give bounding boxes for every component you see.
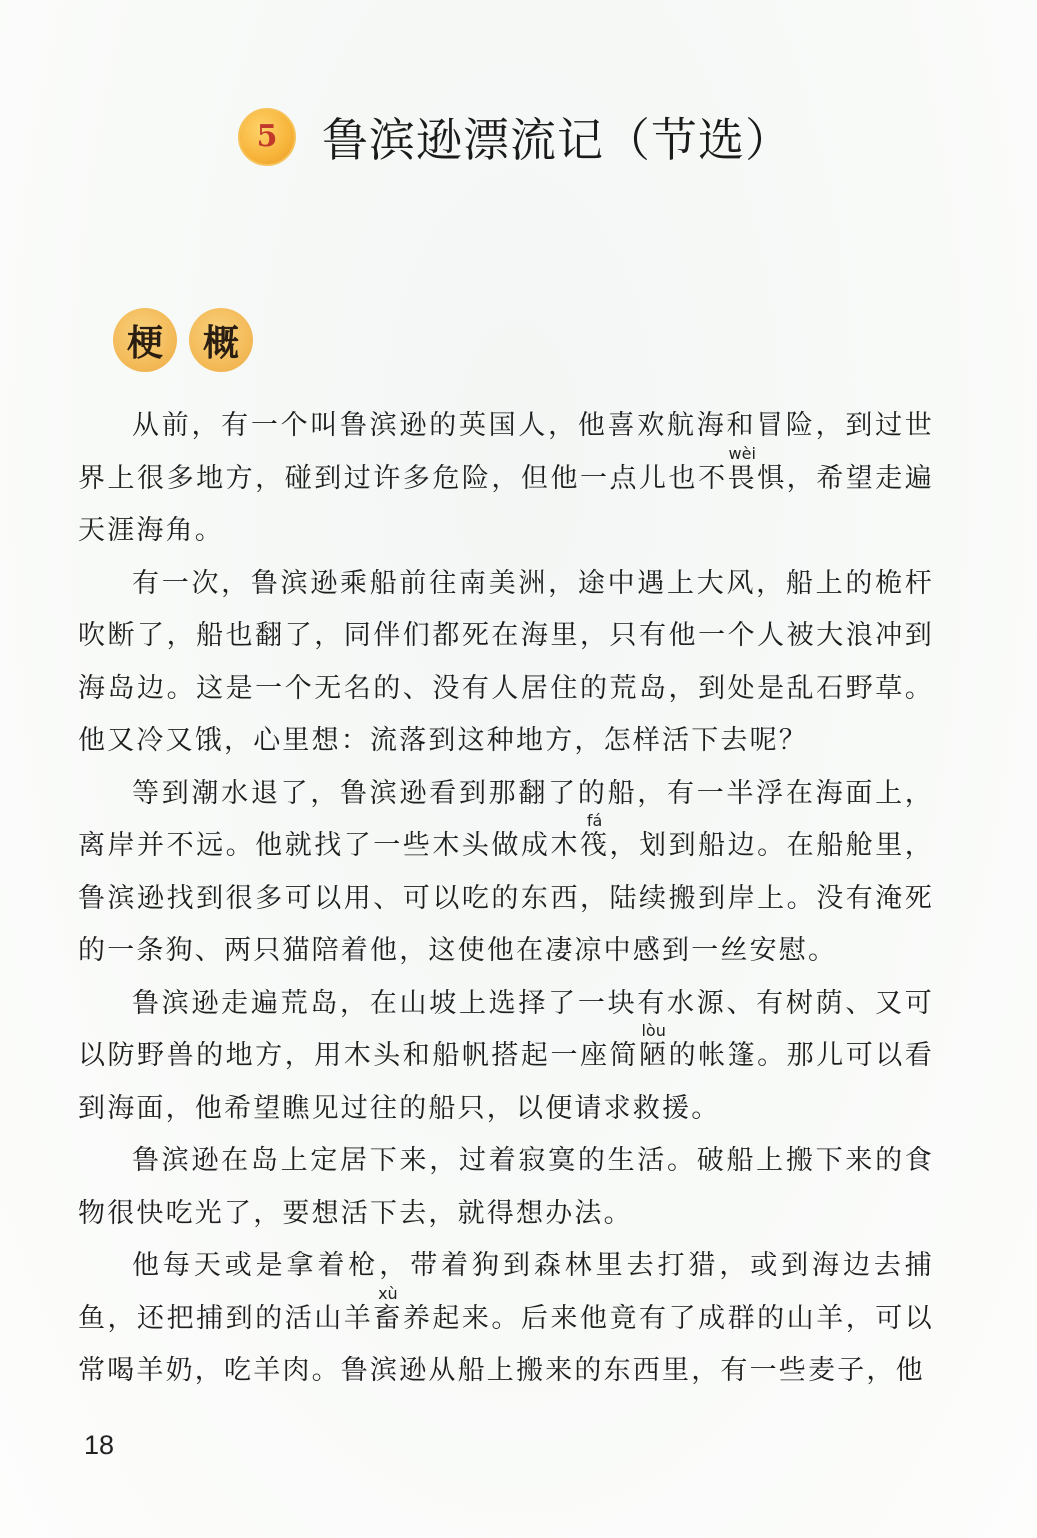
- annotated-character-text: 畏: [727, 462, 758, 494]
- text-segment: 鲁滨逊走遍荒岛，在山坡上选择了一块有水源、有树荫、又可以防野兽的地方，用木头和船帆搭起一座简: [78, 987, 934, 1071]
- lesson-title: 鲁滨逊漂流记（节选）: [322, 113, 792, 167]
- text-segment: 养起来。后来他竟有了成群的山羊，可以常喝羊奶，吃羊肉。鲁滨逊从船上搬来的东西里，有一些麦子，他: [78, 1302, 934, 1386]
- pinyin-annotation: xù: [373, 1283, 403, 1303]
- text-segment: 鲁滨逊在岛上定居下来，过着寂寞的生活。破船上搬下来的食物很快吃光了，要想活下去，就得想办法。: [78, 1145, 934, 1229]
- pinyin-annotation: fá: [579, 811, 610, 830]
- body-text: [78, 400, 934, 1398]
- paragraph: [78, 978, 934, 1136]
- annotated-character: [727, 443, 758, 494]
- annotated-character-text: 筏: [579, 830, 610, 861]
- text-segment: 的帐篷。那儿可以看到海面，他希望瞧见过往的船只，以便请求救援。: [78, 1040, 934, 1124]
- lesson-number: 5: [256, 119, 278, 154]
- lesson-number-badge: [238, 108, 296, 166]
- annotated-character: [579, 811, 610, 861]
- text-segment: 等到潮水退了，鲁滨逊看到那翻了的船，有一半浮在海面上，离岸并不远。他就找了一些木头做成木: [78, 777, 934, 861]
- paragraph: [78, 1240, 934, 1398]
- annotated-character-text: 畜: [373, 1302, 403, 1334]
- annotated-character: [373, 1283, 403, 1334]
- pinyin-annotation: wèi: [727, 443, 757, 463]
- text-segment: ，划到船边。在船舱里，鲁滨逊找到很多可以用、可以吃的东西，陆续搬到岸上。没有淹死的一条狗、两只猫陪着他，这使他在凄凉中感到一丝安慰。: [78, 830, 934, 966]
- section-heading-char: 梗: [113, 308, 177, 372]
- section-heading-char: 概: [189, 308, 253, 372]
- annotated-character-text: 陋: [639, 1040, 669, 1071]
- text-segment: 从前，有一个叫鲁滨逊的英国人，他喜欢航海和冒险，到过世界上很多地方，碰到过许多危险，但他一点儿也不: [78, 410, 934, 494]
- section-heading: [113, 308, 265, 374]
- paragraph: [78, 1135, 934, 1240]
- paragraph: [78, 400, 934, 558]
- lesson-title-row: [0, 100, 1037, 180]
- pinyin-annotation: lòu: [639, 1021, 669, 1040]
- text-segment: 他每天或是拿着枪，带着狗到森林里去打猎，或到海边去捕鱼，还把捕到的活山羊: [78, 1250, 934, 1334]
- annotated-character: [639, 1021, 669, 1071]
- page-number: 18: [84, 1430, 115, 1460]
- text-segment: 有一次，鲁滨逊乘船前往南美洲，途中遇上大风，船上的桅杆吹断了，船也翻了，同伴们都死在海里，只有他一个人被大浪冲到海岛边。这是一个无名的、没有人居住的荒岛，到处是乱石野草。他又冷又饿，心里想：流落到这种地方，怎样活下去呢？: [78, 567, 934, 756]
- text-segment: 惧，希望走遍天涯海角。: [78, 462, 934, 546]
- paragraph: [78, 768, 934, 978]
- paragraph: [78, 558, 934, 768]
